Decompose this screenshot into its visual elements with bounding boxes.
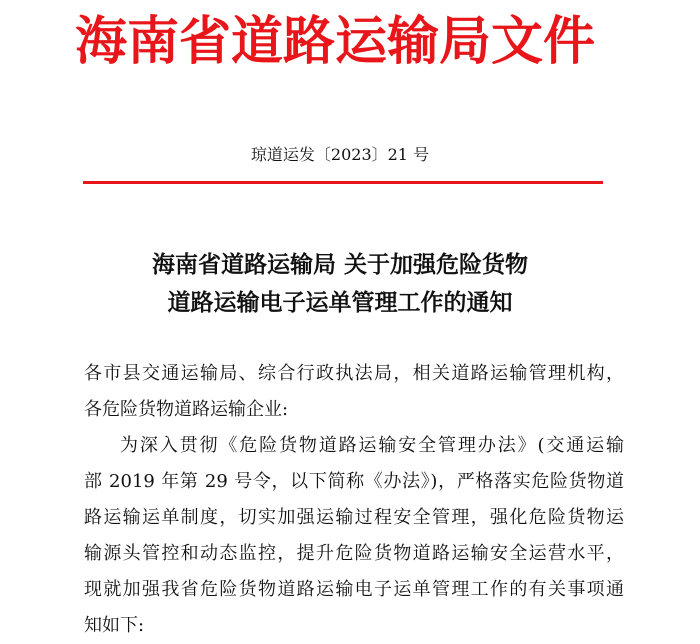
paragraph-line-4: 输源头管控和动态监控，提升危险货物道路运输安全运营水平， bbox=[84, 543, 624, 564]
document-title-line-2: 道路运输电子运单管理工作的通知 bbox=[167, 289, 513, 316]
salutation-line-2: 各危险货物道路运输企业: bbox=[84, 399, 289, 420]
document-number: 琼道运发〔2023〕21 号 bbox=[250, 145, 430, 164]
document-body bbox=[84, 356, 624, 644]
paragraph-line-2: 部 2019 年第 29 号令，以下简称《办法》)，严格落实危险货物道 bbox=[84, 471, 624, 492]
document-title bbox=[0, 246, 680, 322]
salutation-line-1: 各市县交通运输局、综合行政执法局，相关道路运输管理机构， bbox=[84, 363, 624, 384]
red-divider-line bbox=[83, 181, 603, 184]
paragraph-line-1: 为深入贯彻《危险货物道路运输安全管理办法》(交通运输 bbox=[120, 435, 624, 456]
document-title-line-1: 海南省道路运输局 关于加强危险货物 bbox=[151, 251, 528, 278]
masthead-title: 海南省道路运输局文件 bbox=[74, 12, 595, 72]
paragraph-line-5: 现就加强我省危险货物道路运输电子运单管理工作的有关事项通 bbox=[84, 579, 624, 600]
paragraph-line-3: 路运输运单制度，切实加强运输过程安全管理，强化危险货物运 bbox=[84, 507, 624, 528]
paragraph-line-6: 知如下: bbox=[84, 615, 145, 636]
